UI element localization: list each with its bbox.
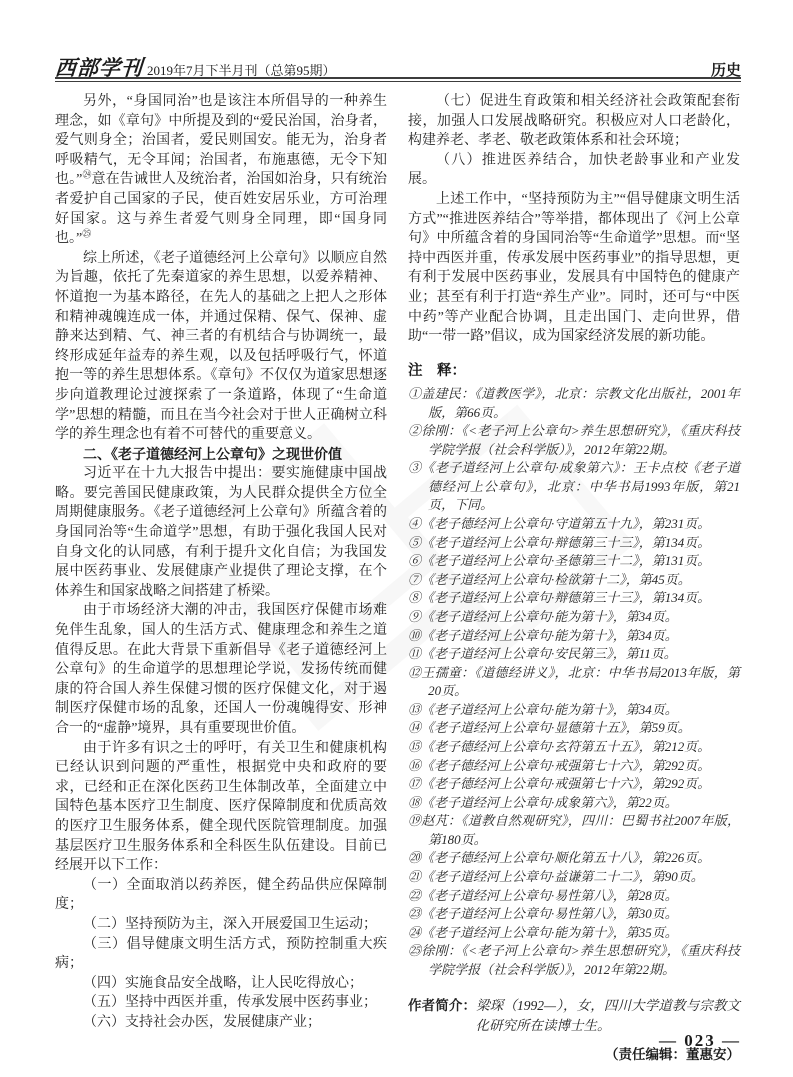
note-item: ②徐刚：《<老子河上公章句>养生思想研究》，《重庆科技学院学报（社会科学版）》，2012年第22期。	[408, 423, 740, 457]
text-block: 二、《老子道德经河上公章句》之现世价值	[83, 445, 342, 462]
note-item: ⑬《老子道经河上公章句·能为第十》，第34页。	[408, 701, 678, 717]
note-item: ㉑《老子道经河上公章句·益谦第二十二》，第90页。	[408, 869, 704, 885]
note-item: ⑱《老子道经河上公章句·成象第六》，第22页。	[408, 794, 678, 810]
text-block: （七）促进生育政策和相关经济社会政策配套衔接，加强人口发展战略研究。积极应对人口老龄化，构建养老、孝老、敬老政策体系和社会环境；	[408, 94, 740, 149]
text-block: 习近平在十九大报告中提出：要实施健康中国战略。要完善国民健康政策，为人民群众提供全方位全周期健康服务。《老子道德经河上公章句》所蕴含着的身国同治等“生命道学”思想，有助于强化我国人民对自身文化的认同感，有利于提升文化自信；为我国发展中医药事业、发展健康产业提供了理论支撑，在个体养生和国家战略之间搭建了桥梁。	[55, 466, 387, 599]
author-bio-label: 作者简介：	[408, 997, 477, 1013]
text-block: （一）全面取消以药养医，健全药品供应保障制度；	[55, 877, 387, 913]
note-item: ⑨《老子道经河上公章句·能为第十》，第34页。	[408, 608, 678, 624]
notes-heading: 注 释：	[408, 362, 466, 379]
text-block: 由于市场经济大潮的冲击，我国医疗保健市场难免伴生乱象，国人的生活方式、健康理念和养生之道值得反思。在此大背景下重新倡导《老子道德经河上公章句》的生命道学的思想理论学说，发扬传统而健康的符合国人养生保健习惯的医疗保健文化，对于遏制医疗保健市场的乱象，还国人一份魂魄得安、形神合一的“虚静”境界，具有重要现世价值。	[55, 603, 387, 736]
text-block: （二）坚持预防为主，深入开展爱国卫生运动；	[83, 916, 377, 932]
note-item: ⑦《老子道经河上公章句·检欲第十二》，第45页。	[408, 571, 691, 587]
author-bio-text: 梁琛（1992—），女，四川大学道教与宗教文化研究所在读博士生。	[475, 997, 740, 1033]
journal-logo: 西部学刊	[54, 56, 144, 80]
section-label: 历史	[710, 62, 741, 79]
note-item: ③《老子道经河上公章句·成象第六》：王卡点校《老子道德经河上公章句》，北京：中华书局1993年版，第21页，下同。	[408, 460, 740, 513]
note-item: ①盖建民：《道教医学》，北京：宗教文化出版社，2001年版，第66页。	[408, 386, 740, 420]
note-item: ④《老子德经河上公章句·守道第五十九》，第231页。	[408, 516, 711, 532]
note-item: ⑧《老子道经河上公章句·辩德第三十三》，第134页。	[408, 590, 711, 606]
note-item: ⑥《老子道经河上公章句·圣德第三十二》，第131页。	[408, 553, 711, 569]
text-block: （六）支持社会办医，发展健康产业；	[83, 1014, 321, 1030]
left-column	[55, 92, 387, 1065]
issue-info: 2019年7月下半月刊（总第95期）	[147, 63, 336, 78]
text-block: （八）推进医养结合，加快老龄事业和产业发展。	[408, 152, 740, 188]
text-block: （五）坚持中西医并重，传承发展中医药事业；	[83, 995, 377, 1011]
note-item: ⑯《老子德经河上公章句·戒强第七十六》，第292页。	[408, 757, 711, 773]
article-body	[55, 92, 741, 1065]
note-item: ⑤《老子道经河上公章句·辩德第三十三》，第134页。	[408, 534, 711, 550]
note-item: ⑪《老子道经河上公章句·安民第三》，第11页。	[408, 646, 677, 662]
text-block: （四）实施食品安全战略，让人民吃得放心；	[83, 975, 363, 991]
note-item: ⑩《老子道经河上公章句·能为第十》，第34页。	[408, 627, 678, 643]
header-rule	[55, 77, 741, 82]
right-column	[408, 92, 740, 1065]
note-item: ⑭《老子道经河上公章句·显德第十五》，第59页。	[408, 720, 691, 736]
notes-list	[408, 385, 740, 980]
note-item: ⑮《老子德经河上公章句·玄符第五十五》，第212页。	[408, 739, 711, 754]
note-item: ㉕徐刚：《<老子河上公章句>养生思想研究》，《重庆科技学院学报（社会科学版）》，2012年第22期。	[408, 943, 740, 977]
right-column-blocks	[408, 92, 740, 347]
note-item: ㉓《老子道经河上公章句·易性第八》，第30页。	[408, 906, 678, 922]
editor-credit: （责任编辑：董惠安）	[605, 1047, 740, 1063]
note-item: ⑲赵芃：《道教自然观研究》，四川：巴蜀书社2007年版，第180页。	[408, 813, 740, 847]
text-block: （三）倡导健康文明生活方式，预防控制重大疾病；	[55, 936, 387, 972]
note-item: ⑰《老子德经河上公章句·戒强第七十六》，第292页。	[408, 776, 711, 792]
note-item: ⑳《老子德经河上公章句·顺化第五十八》，第226页。	[408, 850, 711, 866]
text-block: 综上所述，《老子道德经河上公章句》以顺应自然为旨趣，依托了先秦道家的养生思想，以爱养精神、怀道抱一为基本路径，在先人的基础之上把人之形体和精神魂魄连成一体，并通过保精、保气、保神、虚静来达到精、气、神三者的有机结合与协调统一，最终形成延年益寿的养生观，以及包括呼吸行气，怀道抱一等的养生思想体系。《章句》不仅仅为道家思想逐步向道教理论过渡探索了一条道路，体现了“生命道学”思想的精髓，而且在当今社会对于世人正确树立科学的养生理念也有着不可替代的重要意义。	[55, 250, 387, 443]
note-item: ⑫王孺童：《道德经讲义》，北京：中华书局2013年版，第20页。	[408, 664, 740, 699]
note-item: ㉒《老子道经河上公章句·易性第八》，第28页。	[408, 887, 678, 903]
text-block: 由于许多有识之士的呼吁，有关卫生和健康机构已经认识到问题的严重性，根据党中央和政府的要求，已经和正在深化医药卫生体制改革，全面建立中国特色基本医疗卫生制度、医疗保障制度和优质高效的医疗卫生服务体系，健全现代医院管理制度。加强基层医疗卫生服务体系和全科医生队伍建设。目前已经展开以下工作：	[55, 740, 387, 874]
text-block: 上述工作中，“坚持预防为主”“倡导健康文明生活方式”“推进医养结合”等举措，都体现出了《河上公章句》中所蕴含着的身国同治等“生命道学”思想。而“坚持中西医并重，传承发展中医药事业”的指导思想，更有利于发展中医药事业，发展具有中国特色的健康产业；甚至有利于打造“养生产业”。同时，还可与“中医中药”等产业配合协调，且走出国门、走向世界，借助“一带一路”倡议，成为国家经济发展的新功能。	[408, 191, 740, 345]
text-block: 另外，“身国同治”也是该注本所倡导的一种养生理念，如《章句》中所提及到的“爱民治国，治身者，爱气则身全；治国者，爱民则国安。能无为，治身者呼吸精气，无令耳闻；治国者，布施惠德，无令下知也。”$^㉔$意在告诫世人及统治者，治国如治身，只有统治者爱护自己国家的子民，使百姓安居乐业，方可治理好国家。这与养生者爱气则身全同理，即“国身同也。”$^㉕$	[55, 94, 388, 247]
page-number: — 023 —	[659, 1031, 741, 1050]
left-column-blocks	[55, 92, 387, 1033]
note-item: ㉔《老子道经河上公章句·能为第十》，第35页。	[408, 924, 678, 940]
author-bio	[408, 996, 740, 1037]
